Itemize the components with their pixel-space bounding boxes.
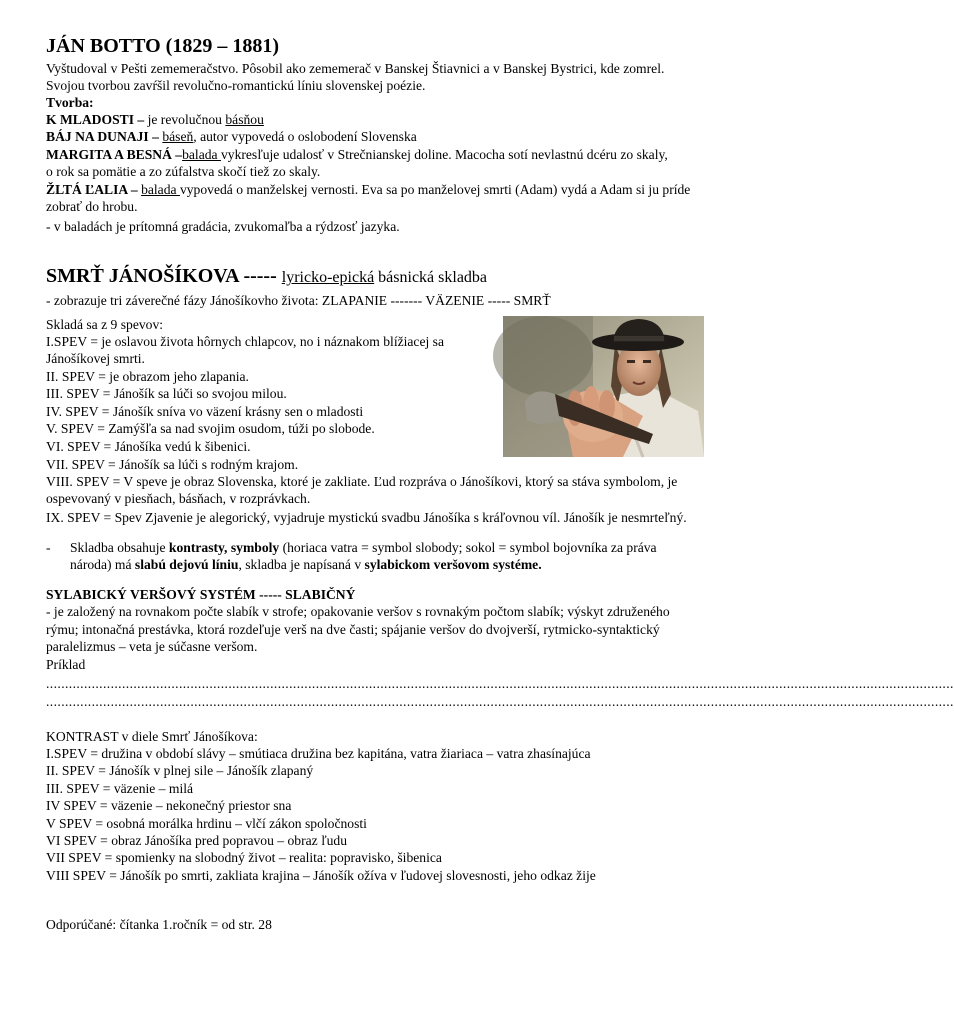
work-title: ŽLTÁ ĽALIA – (46, 182, 138, 197)
bullet-line-1 (70, 539, 657, 556)
kontrast-line: III. SPEV = väzenie – milá (46, 780, 194, 796)
spev-line: Jánošíkovej smrti. (46, 351, 145, 366)
skladba-bullet (46, 539, 726, 575)
spev-line: V. SPEV = Zamýšľa sa nad svojim osudom, túži po slobode. (46, 421, 375, 436)
sylab-title: SYLABICKÝ VERŠOVÝ SYSTÉM ----- SLABIČNÝ (46, 587, 356, 602)
spev-line: IX. SPEV = Spev Zjavenie je alegorický, vyjadruje mystickú svadbu Jánošíka s kráľovnou víl. Jánošík je nesmrteľný. (46, 510, 687, 525)
smrt-title-text: SMRŤ JÁNOŠÍKOVA ----- (46, 265, 277, 287)
bullet-text: Skladba obsahuje (70, 540, 169, 555)
spev-line: ospevovaný v piesňach, básňach, v rozprávkach. (46, 491, 311, 506)
bullet-text: (horiaca vatra = symbol slobody; sokol = symbol bojovníka za práva (279, 540, 657, 555)
janosik-photo (503, 316, 704, 457)
bullet-text: národa) má (70, 557, 135, 572)
spev-line: VII. SPEV = Jánošík sa lúči s rodným krajom. (46, 457, 299, 472)
kontrast-title: KONTRAST v diele Smrť Jánošíkova: (46, 729, 258, 744)
bullet-bold: slabú dejovú líniu (134, 557, 239, 572)
smrt-fazy: - zobrazuje tri záverečné fázy Jánošíkovho života: ZLAPANIE ------- VÄZENIE ----- SMRŤ (46, 293, 551, 308)
bullet-bold: sylabickom veršovom systéme. (364, 557, 542, 572)
work-k-mladosti (46, 111, 264, 128)
odporucane-note: Odporúčané: čítanka 1.ročník = od str. 28 (46, 917, 272, 932)
spev-line: VIII. SPEV = V speve je obraz Slovenska, ktoré je zakliate. Ľud rozpráva o Jánošíkovi, ktorý sa stáva symbolom, je (46, 474, 678, 489)
kontrast-line: IV SPEV = väzenie – nekonečný priestor sna (46, 798, 292, 814)
work-title: BÁJ NA DUNAJI – (46, 129, 159, 144)
work-title: K MLADOSTI – (46, 112, 145, 127)
kontrast-line: II. SPEV = Jánošík v plnej sile – Jánošík zlapaný (46, 763, 314, 779)
spev-line: IV. SPEV = Jánošík sníva vo väzení krásny sen o mladosti (46, 404, 364, 419)
sylab-line-2: rýmu; intonačná prestávka, ktorá rozdeľuje verš na dve časti; spájanie veršov do dvojverší, rytmicko-syntaktický (46, 622, 660, 637)
work-zlta-lalia (46, 181, 690, 198)
work-text: vypovedá o manželskej vernosti. Eva sa po manželovej smrti (Adam) vydá a Adam si ju príde (179, 182, 691, 197)
kontrast-line: VIII SPEV = Jánošík po smrti, zakliata krajina – Jánošík ožíva v ľudovej slovesnosti, jeho odkaz žije (46, 867, 596, 883)
work-text: vykresľuje udalosť v Strečnianskej doline. Macocha sotí nevlastnú dcéru zo skaly, (220, 147, 668, 162)
work-genre: básňou (225, 112, 264, 127)
work-genre: balada (182, 147, 221, 162)
spev-line: VI. SPEV = Jánošíka vedú k šibenici. (46, 439, 251, 454)
botto-intro-line-1: Vyštudoval v Pešti zememeračstvo. Pôsobil ako zememerač v Banskej Štiavnici a v Banskej Bystrici, kde zomrel. (46, 61, 665, 76)
smrt-subtitle: básnická skladba (374, 269, 488, 286)
work-zlta-line-2: zobrať do hrobu. (46, 199, 138, 214)
balady-note: - v baladách je prítomná gradácia, zvukomaľba a rýdzosť jazyka. (46, 219, 400, 234)
priklad-dotted-line-2: ............................................................................................................................................................................................................................................... (46, 694, 954, 709)
bullet-bold: kontrasty, symboly (168, 540, 280, 555)
work-genre: balada (141, 182, 180, 197)
tvorba-heading: Tvorba: (46, 95, 94, 110)
work-title: MARGITA A BESNÁ – (46, 147, 183, 162)
spev-line: III. SPEV = Jánošík sa lúči so svojou milou. (46, 386, 287, 401)
work-text: je revolučnou (144, 112, 226, 127)
spev-line: I.SPEV = je oslavou života hôrnych chlapcov, no i náznakom blížiacej sa (46, 334, 445, 349)
work-baj-na-dunaji (46, 128, 417, 145)
smrt-genre: lyricko-epická (281, 269, 375, 286)
work-text: , autor vypovedá o oslobodení Slovenska (193, 129, 417, 144)
priklad-dotted-line-1: ............................................................................................................................................................................................................................................... (46, 676, 954, 691)
spev-line: II. SPEV = je obrazom jeho zlapania. (46, 369, 249, 384)
botto-intro-line-2: Svojou tvorbou zavŕšil revolučno-romantickú líniu slovenskej poézie. (46, 78, 426, 93)
work-margita-a-besna (46, 146, 668, 163)
sylab-line-1: - je založený na rovnakom počte slabík v strofe; opakovanie veršov s rovnakým počtom slabík; výskyt združeného (46, 604, 670, 619)
bullet-line-2 (70, 556, 542, 573)
smrt-title (46, 264, 487, 290)
sylab-line-3: paralelizmus – veta je súčasne veršom. (46, 639, 258, 654)
priklad-label: Príklad (46, 657, 86, 672)
botto-title: JÁN BOTTO (1829 – 1881) (46, 35, 279, 57)
kontrast-line: VI SPEV = obraz Jánošíka pred popravou – obraz ľudu (46, 833, 347, 848)
work-margita-line-2: o rok sa pomätie a zo zúfalstva skočí tiež zo skaly. (46, 164, 321, 179)
kontrast-line: I.SPEV = družina v období slávy – smútiaca družina bez kapitána, vatra žiariaca – vatra zhasínajúca (46, 746, 591, 761)
work-genre: báseň (162, 129, 194, 144)
bullet-text: , skladba je napísaná v (238, 557, 365, 572)
bullet-dash: - (46, 540, 51, 555)
smrt-sklada: Skladá sa z 9 spevov: (46, 317, 164, 332)
janosik-photo-illustration (503, 316, 704, 457)
kontrast-line: V SPEV = osobná morálka hrdinu – vlčí zákon spoločnosti (46, 815, 367, 831)
kontrast-line: VII SPEV = spomienky na slobodný život – realita: popravisko, šibenica (46, 850, 442, 866)
